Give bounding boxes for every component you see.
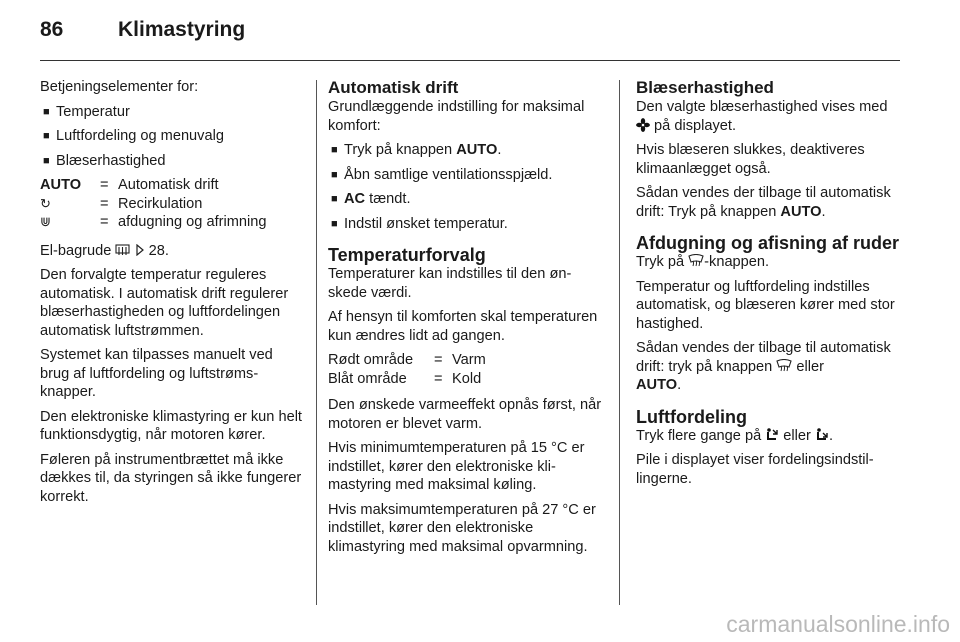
paragraph: Den elektroniske klimastyring er kun helt funktionsdygtig, når motoren kører.	[40, 408, 302, 443]
range-table	[328, 351, 604, 388]
paragraph	[636, 98, 902, 135]
list-item	[328, 141, 604, 160]
legend-value: afdugning og afrimning	[118, 214, 267, 230]
temperature-heading: Temperaturforvalg	[328, 245, 486, 265]
page-ref-arrow-icon	[135, 244, 145, 256]
defrost-icon	[688, 254, 704, 267]
controls-list	[40, 103, 302, 171]
paragraph: Hvis maksimumtemperaturen på 27 °C er indstillet, kører den elektroniske klimastyring med maksimal opvarmning.	[328, 501, 596, 555]
column-2	[328, 78, 604, 562]
legend-value: Recirkulation	[118, 195, 203, 212]
range-key: Rødt område	[328, 352, 414, 368]
range-value: Varm	[452, 352, 486, 368]
auto-key: AUTO	[40, 177, 82, 193]
paragraph: Den ønskede varmeeffekt opnås først, når motoren er blevet varm.	[328, 397, 602, 432]
recirculation-icon: ↻	[40, 195, 51, 211]
air-distribution-up-icon	[765, 428, 779, 441]
header-rule	[40, 60, 900, 61]
text: Sådan vendes der tilbage til automatisk drift: tryk på knappen	[636, 340, 891, 375]
paragraph: Hvis blæseren slukkes, deaktiveres klimaanlægget også.	[636, 142, 865, 177]
text: eller	[792, 358, 824, 375]
text: Den valgte blæserhastighed vises med	[636, 99, 888, 115]
paragraph: Den forvalgte temperatur reguleres automatisk. I automatisk drift regulerer blæserhastigheden og luftfordelingen automatisk luftstrømmen.	[40, 267, 289, 339]
legend-value: Automatisk drift	[118, 177, 219, 193]
watermark: carmanualsonline.info	[726, 611, 950, 637]
text: på displayet.	[650, 117, 736, 134]
text: .	[497, 142, 502, 158]
list-item: ■ Blæserhastighed	[40, 152, 302, 171]
page-ref: 28.	[148, 242, 169, 259]
paragraph: Hvis minimumtemperaturen på 15 °C er indstillet, kører den elektroniske klimastyring med maksimal køling.	[328, 440, 585, 493]
auto-steps	[328, 141, 604, 233]
list-item: ■ Åbn samtlige ventilationsspjæld.	[328, 166, 604, 185]
list-item: ■ Indstil ønsket temperatur.	[328, 215, 604, 234]
text: .	[828, 427, 833, 444]
text: -knappen.	[704, 254, 770, 270]
range-value: Kold	[452, 370, 482, 387]
legend-sep: =	[100, 214, 109, 230]
page-number: 86	[40, 18, 64, 41]
paragraph: Pile i displayet viser fordelingsindstillingerne.	[636, 452, 874, 487]
auto-heading: Automatisk drift	[328, 78, 459, 97]
rear-window-label: El-bagrude	[40, 242, 112, 259]
paragraph: Grundlæggende indstilling for maksimal komfort:	[328, 99, 585, 134]
text: tændt.	[365, 191, 411, 207]
rear-window-heating-ref	[40, 242, 302, 261]
paragraph: Temperaturer kan indstilles til den ønskede værdi.	[328, 266, 572, 301]
paragraph	[636, 427, 902, 446]
defrost-icon: ⋓	[40, 214, 51, 229]
paragraph: Systemet kan tilpasses manuelt ved brug af luftfordeling og luftstrømsknapper.	[40, 347, 273, 400]
air-distribution-heading: Luftfordeling	[636, 406, 747, 427]
defog-heading: Afdugning og afisning af ruder	[636, 233, 899, 253]
defrost-icon	[776, 359, 792, 372]
auto-key: AUTO	[780, 203, 822, 220]
list-item	[328, 190, 604, 209]
rear-window-heating-icon	[115, 244, 130, 256]
paragraph: Af hensyn til komforten skal temperaturen kun ændres lidt ad gangen.	[328, 309, 598, 344]
paragraph: Føleren på instrumentbrættet må ikke dækkes til, da styringen så ikke fungerer korrekt.	[40, 451, 302, 505]
paragraph: Temperatur og luftfordeling indstilles automatisk, og blæseren kører med stor hastighed.	[636, 278, 895, 332]
text: Sådan vendes der tilbage til automatisk drift: Tryk på knappen	[636, 185, 891, 220]
text: Tryk på knappen	[344, 142, 457, 158]
fan-heading: Blæserhastighed	[636, 78, 774, 97]
legend-sep: =	[100, 195, 109, 212]
paragraph	[636, 339, 902, 395]
fan-icon	[636, 118, 650, 132]
column-1	[40, 78, 302, 512]
auto-key: AUTO	[456, 142, 498, 158]
column-divider-1	[316, 80, 317, 605]
legend-sep: =	[100, 177, 109, 193]
paragraph	[636, 184, 902, 221]
paragraph	[636, 253, 902, 272]
column-divider-2	[619, 80, 620, 605]
auto-key: AUTO	[636, 377, 678, 393]
list-item: ■ Temperatur	[40, 103, 302, 122]
legend-table	[40, 176, 302, 232]
controls-intro: Betjeningselementer for:	[40, 79, 199, 95]
ac-key: AC	[344, 191, 366, 207]
text: .	[821, 203, 826, 220]
range-sep: =	[434, 370, 443, 387]
text: .	[677, 377, 682, 393]
text: eller	[779, 427, 815, 444]
page-title: Klimastyring	[118, 18, 246, 41]
range-sep: =	[434, 352, 443, 368]
text: Tryk på	[636, 254, 689, 270]
air-distribution-down-icon	[815, 428, 829, 441]
text: Tryk flere gange på	[636, 427, 766, 444]
list-item: ■ Luftfordeling og menuvalg	[40, 127, 302, 146]
range-key: Blåt område	[328, 370, 407, 387]
column-3	[636, 78, 902, 494]
